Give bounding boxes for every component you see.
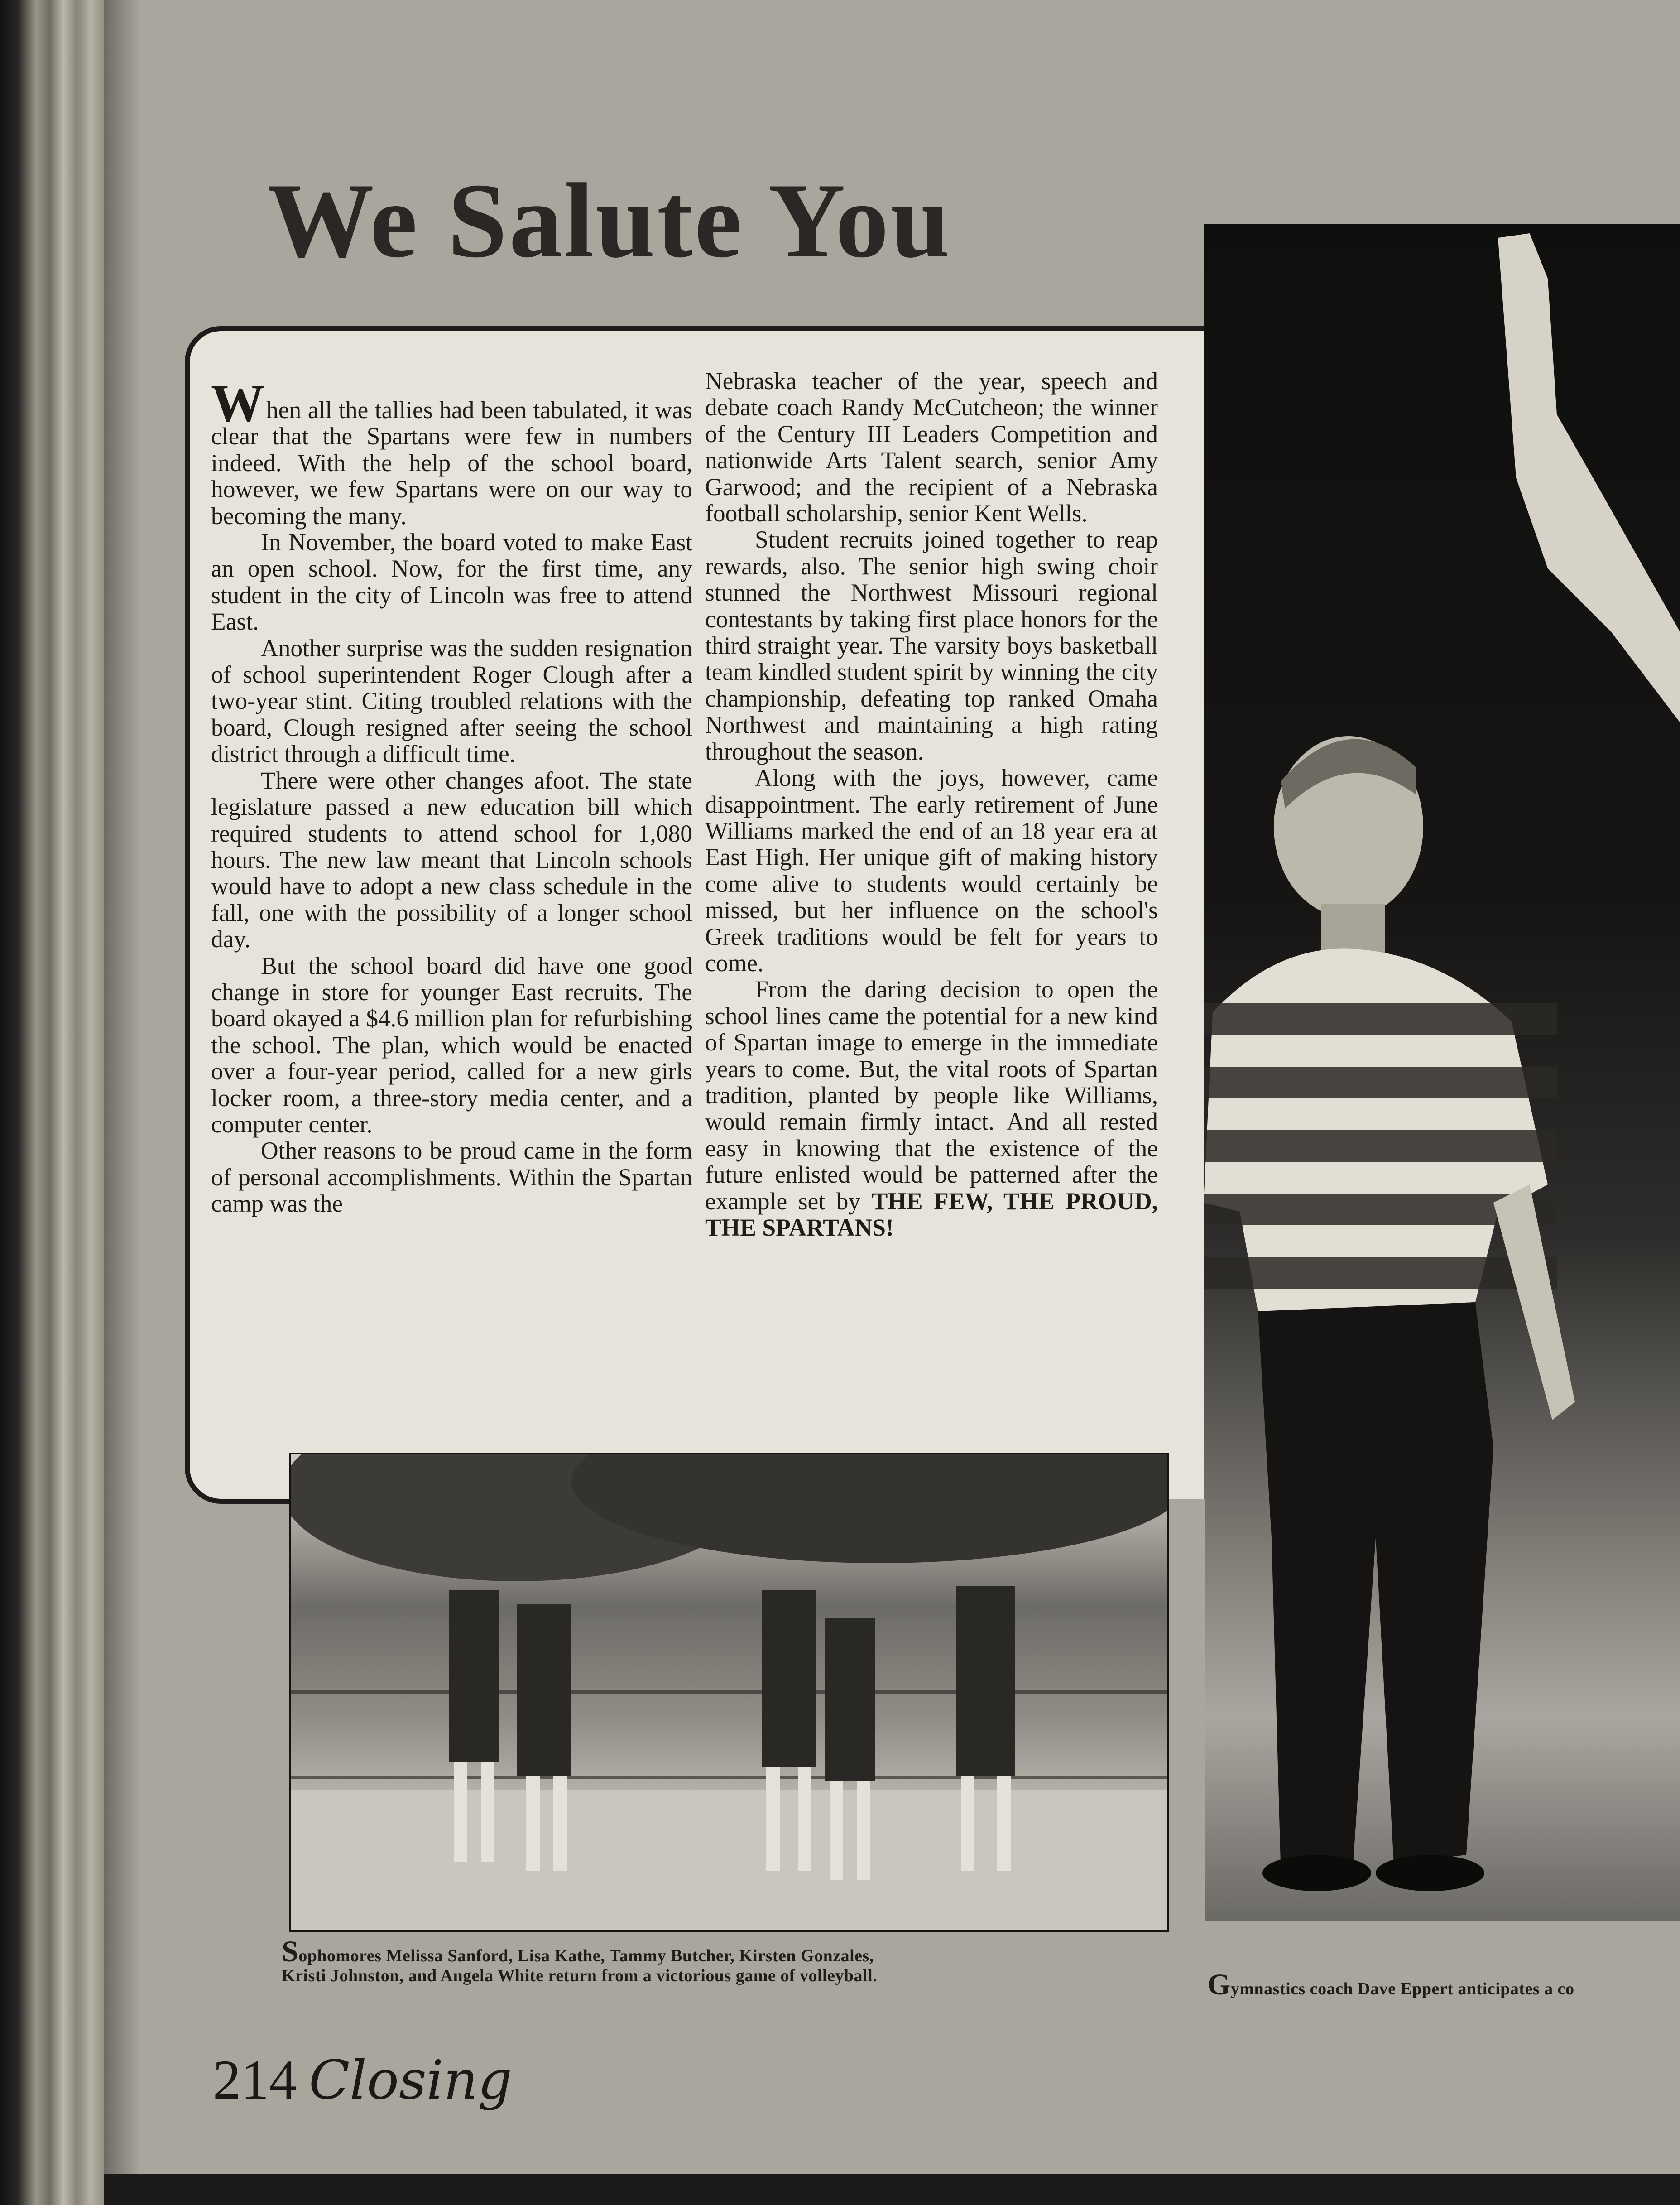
article-paragraph: Student recruits joined together to reap rewards, also. The senior high swing choir stunned the Northwest Missouri regional contestants by taking first place honors for the third straight year. The varsity boys basketball team kindled student spirit by winning the city championship, defeating top ranked Omaha Northwest and maintaining a high rating throughout the season. <box>705 526 1158 765</box>
closing-slogan: THE FEW, THE PROUD, THE SPARTANS! <box>705 1187 1158 1241</box>
article-paragraph: Other reasons to be proud came in the form of personal accomplishments. Within the Spartan camp was the <box>211 1137 692 1218</box>
article-paragraph: Another surprise was the sudden resignation of school superintendent Roger Clough after a two-year stint. Citing troubled relations with the board, Clough resigned after seeing the school district through a difficult time. <box>211 634 692 768</box>
players-scene-illustration <box>291 1454 1167 1930</box>
article-column-1 <box>211 373 692 1218</box>
photo-gap <box>1164 1499 1205 1925</box>
page-folio <box>213 2049 512 2111</box>
gutter-shadow <box>104 0 140 2205</box>
article-paragraph: From the daring decision to open the school lines came the potential for a new kind of Spartan image to emerge in the immediate years to come. But, the vital roots of Spartan tradition, planted by people like Williams, would remain firmly intact. And all rested easy in knowing that the existence of the future enlisted would be patterned after the example set by THE FEW, THE PROUD, THE SPARTANS! <box>705 976 1158 1241</box>
players-photo <box>289 1453 1169 1932</box>
caption-initial: G <box>1207 1968 1231 2001</box>
caption-initial: S <box>282 1935 299 1968</box>
coach-photo-caption: Gymnastics coach Dave Eppert anticipates a co <box>1207 1968 1574 2001</box>
drop-cap: W <box>211 373 264 433</box>
article-paragraph: Nebraska teacher of the year, speech and debate coach Randy McCutcheon; the winner of the Century III Leaders Competition and nationwide Arts Talent search, senior Amy Garwood; and the recipient of a Nebraska football scholarship, senior Kent Wells. <box>705 367 1158 527</box>
article-paragraph: Along with the joys, however, came disappointment. The early retirement of June Williams marked the end of an 18 year era at East High. Her unique gift of making history come alive to students would certainly be missed, but her influence on the school's Greek traditions would be felt for years to come. <box>705 764 1158 977</box>
article-paragraph: In November, the board voted to make East an open school. Now, for the first time, any student in the city of Lincoln was free to attend East. <box>211 529 692 636</box>
article-paragraph: When all the tallies had been tabulated, it was clear that the Spartans were few in numbers indeed. With the help of the school board, however, we few Spartans were on our way to becoming the many. <box>211 373 692 530</box>
players-photo-caption: Sophomores Melissa Sanford, Lisa Kathe, Tammy Butcher, Kirsten Gonzales, Kristi Johnston, and Angela White return from a victorious game of volleyball. <box>282 1935 878 1985</box>
headline: We Salute You <box>267 162 952 280</box>
article-paragraph: There were other changes afoot. The state legislature passed a new education bill which required students to attend school for 1,080 hours. The new law meant that Lincoln schools would have to adopt a new class schedule in the fall, one with the possibility of a longer school day. <box>211 766 692 953</box>
article-paragraph: But the school board did have one good change in store for younger East recruits. The board okayed a $4.6 million plan for refurbishing the school. The plan, which would be enacted over a four-year period, called for a new girls locker room, a three-story media center, and a computer center. <box>211 952 692 1138</box>
coach-photo <box>1204 224 1680 1921</box>
section-name: Closing <box>309 2049 512 2111</box>
article-column-2 <box>705 368 1158 1241</box>
coach-figure-illustration <box>1204 224 1680 1921</box>
page-number: 214 <box>213 2049 297 2111</box>
page-bottom-edge <box>104 2174 1680 2205</box>
book-binding <box>0 0 106 2205</box>
